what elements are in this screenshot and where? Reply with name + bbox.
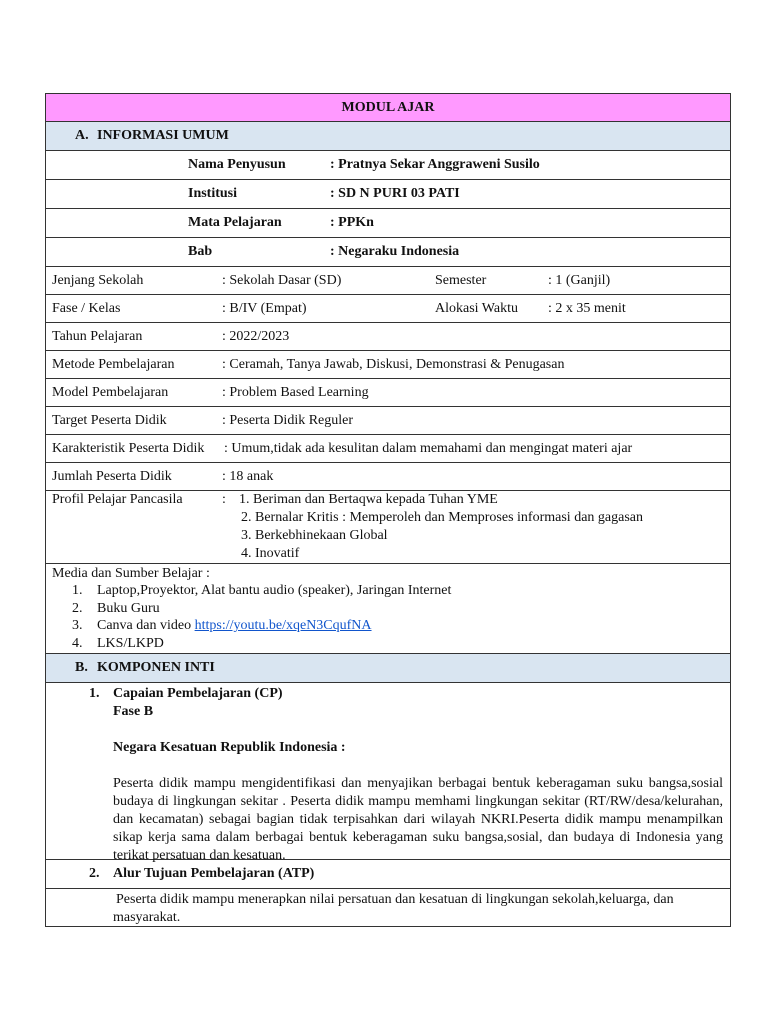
row-target-peserta-didik	[45, 407, 731, 435]
capaian-pembelajaran-block	[45, 683, 731, 863]
cp-content	[113, 685, 723, 865]
row-fase-kelas	[45, 295, 731, 323]
row-tahun-pelajaran	[45, 323, 731, 351]
row-label: Profil Pelajar Pancasila	[52, 492, 183, 507]
media-item-text: LKS/LKPD	[97, 635, 164, 651]
row-karakteristik-peserta-didik	[45, 435, 731, 463]
info-value: : Negaraku Indonesia	[330, 244, 460, 259]
row-label: Metode Pembelajaran	[52, 357, 175, 372]
media-item-number: 4.	[72, 635, 83, 651]
row-value: : Peserta Didik Reguler	[222, 413, 354, 428]
atp-body	[45, 889, 731, 927]
cp-title: Capaian Pembelajaran (CP)	[113, 686, 283, 701]
media-list	[72, 582, 451, 652]
row-value: : B/IV (Empat)	[222, 301, 307, 316]
info-label: Nama Penyusun	[188, 157, 286, 172]
profil-item: 1. Beriman dan Bertaqwa kepada Tuhan YME	[239, 492, 498, 507]
info-row-institusi	[45, 180, 731, 209]
row-media-sumber-belajar	[45, 564, 731, 654]
row-value: : Umum,tidak ada kesulitan dalam memahami dan mengingat materi ajar	[224, 441, 633, 456]
media-item-number: 3.	[72, 618, 83, 633]
cp-fase: Fase B	[113, 704, 154, 719]
row-value: : 18 anak	[222, 469, 274, 484]
row-value: : Problem Based Learning	[222, 385, 369, 400]
row-label: Media dan Sumber Belajar :	[52, 566, 210, 581]
atp-header	[45, 860, 731, 889]
row-model-pembelajaran	[45, 379, 731, 407]
section-b-letter: B.	[75, 660, 88, 675]
info-row-nama-penyusun	[45, 151, 731, 180]
info-label: Bab	[188, 244, 213, 259]
semester-value: : 1 (Ganjil)	[548, 273, 611, 288]
document-title: MODUL AJAR	[341, 100, 435, 115]
media-item	[72, 635, 451, 653]
media-item-text: Laptop,Proyektor, Alat bantu audio (speaker), Jaringan Internet	[97, 583, 452, 598]
modul-ajar-document	[45, 93, 731, 927]
cp-description: Peserta didik mampu mengidentifikasi dan menyajikan berbagai bentuk keberagaman suku bangsa,sosial budaya di lingkungan sekitar . Peserta didik mampu memhami lingkungan sekitar (RT/RW/desa/kelurahan, dan kecamatan) sebagai bagian tidak terpisahkan dari wilayah NKRI.Peserta didik mampu menampilkan sikap kerja sama dalam berbagai bentuk keberagaman suku bangsa,sosial, dan budaya di Indonesia yang terikat persatuan dan kesatuan.	[113, 776, 723, 863]
row-jenjang-sekolah	[45, 267, 731, 295]
info-value: : PPKn	[330, 215, 374, 230]
info-label: Institusi	[188, 186, 238, 201]
info-row-bab	[45, 238, 731, 267]
row-jumlah-peserta-didik	[45, 463, 731, 491]
info-value: : SD N PURI 03 PATI	[330, 186, 460, 201]
row-label: Jenjang Sekolah	[52, 273, 144, 288]
section-a-header	[45, 122, 731, 151]
document-title-row	[45, 93, 731, 122]
row-label: Fase / Kelas	[52, 301, 121, 316]
row-profil-pelajar-pancasila	[45, 491, 731, 564]
row-label: Model Pembelajaran	[52, 385, 169, 400]
row-label: Tahun Pelajaran	[52, 329, 143, 344]
row-value: : Ceramah, Tanya Jawab, Diskusi, Demonstrasi & Penugasan	[222, 357, 565, 372]
row-label: Karakteristik Peserta Didik	[52, 441, 205, 456]
info-label: Mata Pelajaran	[188, 215, 282, 230]
section-b-header	[45, 654, 731, 683]
profil-item: 3. Berkebhinekaan Global	[241, 528, 388, 543]
row-colon: :	[222, 492, 226, 507]
row-label: Jumlah Peserta Didik	[52, 469, 172, 484]
youtube-video-link[interactable]: https://youtu.be/xqeN3CqufNA	[194, 618, 372, 633]
atp-description: Peserta didik mampu menerapkan nilai persatuan dan kesatuan di lingkungan sekolah,keluarga, dan masyarakat.	[113, 892, 674, 925]
semester-label: Semester	[435, 273, 487, 288]
alokasi-waktu-value: : 2 x 35 menit	[548, 301, 626, 316]
media-item-number: 2.	[72, 600, 83, 616]
cp-subtitle: Negara Kesatuan Republik Indonesia :	[113, 740, 346, 755]
cp-number: 1.	[89, 686, 100, 701]
atp-title: Alur Tujuan Pembelajaran (ATP)	[113, 866, 315, 881]
info-value: : Pratnya Sekar Anggraweni Susilo	[330, 157, 540, 172]
section-b-title: KOMPONEN INTI	[97, 660, 215, 675]
row-value: : Sekolah Dasar (SD)	[222, 273, 342, 288]
media-item-text: Canva dan video	[97, 618, 195, 633]
media-item	[72, 582, 451, 600]
media-item	[72, 600, 451, 618]
section-a-letter: A.	[75, 128, 89, 143]
profil-item: 4. Inovatif	[241, 546, 300, 561]
row-metode-pembelajaran	[45, 351, 731, 379]
profil-list	[239, 491, 643, 563]
info-row-mata-pelajaran	[45, 209, 731, 238]
atp-number: 2.	[89, 866, 100, 881]
row-value: : 2022/2023	[222, 329, 290, 344]
media-item-text: Buku Guru	[97, 600, 160, 616]
alokasi-waktu-label: Alokasi Waktu	[435, 301, 518, 316]
media-item-number: 1.	[72, 583, 83, 598]
profil-item: 2. Bernalar Kritis : Memperoleh dan Memproses informasi dan gagasan	[241, 510, 644, 525]
row-label: Target Peserta Didik	[52, 413, 167, 428]
media-item	[72, 617, 451, 635]
section-a-title: INFORMASI UMUM	[97, 128, 229, 143]
